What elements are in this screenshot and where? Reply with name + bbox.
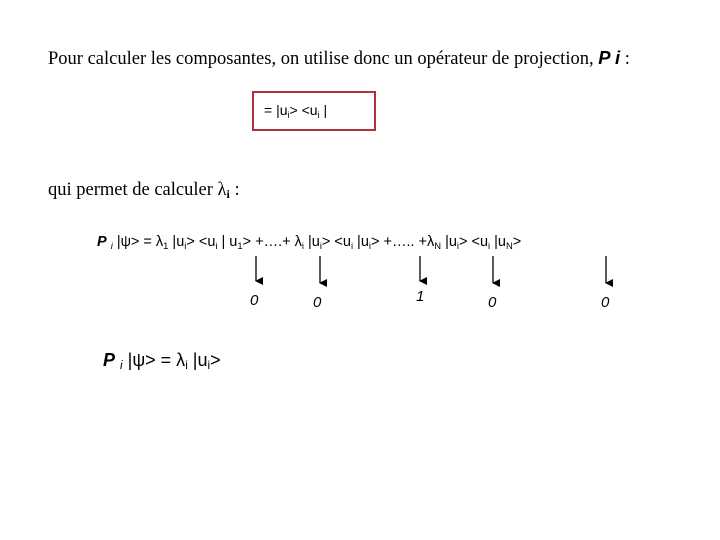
res-part: |u (187, 350, 208, 370)
pf-sub: i (317, 110, 320, 120)
intro-text: Pour calculer les composantes, on utilise donc un opérateur de projection, (48, 49, 594, 69)
operator-index: i (615, 47, 621, 68)
exp-part: > <u (459, 234, 489, 250)
res-sub: i (185, 359, 188, 372)
exp-sub: N (434, 240, 442, 251)
exp-part: |u (353, 234, 369, 250)
intro-colon: : (624, 49, 630, 69)
pf-part: | (319, 102, 328, 118)
exp-part: |ψ> = λ (112, 234, 164, 250)
exp-sub: i (319, 240, 322, 251)
exp-sub: i (215, 240, 218, 251)
res-part: > (210, 350, 221, 370)
exp-part: |u (490, 234, 506, 250)
exp-part: | u (217, 234, 238, 250)
exp-sub: i (184, 240, 187, 251)
lambda-index: i (226, 187, 230, 201)
coefficient-value: 0 (488, 294, 497, 311)
exp-part: > <u (321, 234, 351, 250)
eigen-colon: : (234, 180, 240, 200)
coefficient-value: 0 (313, 294, 322, 311)
pf-part: > <u (289, 102, 318, 118)
exp-part: > (512, 234, 522, 250)
exp-part: |u (441, 234, 457, 250)
exp-sub: 1 (163, 240, 169, 251)
exp-operator-index: i (110, 240, 113, 251)
exp-part: > +….+ λ (242, 234, 302, 250)
exp-sub: i (350, 240, 354, 251)
lambda-symbol: λ (217, 180, 227, 200)
exp-sub: i (368, 240, 371, 251)
exp-sub: i (456, 240, 460, 251)
res-sub: i (207, 359, 211, 372)
coefficient-value: 0 (250, 292, 259, 309)
coefficient-value: 0 (601, 294, 610, 311)
res-operator: P (103, 350, 116, 370)
exp-sub: N (506, 240, 513, 251)
exp-sub: 1 (237, 240, 243, 251)
res-operator-index: i (120, 359, 123, 372)
exp-operator: P (97, 234, 107, 250)
exp-part: |u (303, 234, 320, 250)
pf-part: = |u (264, 102, 288, 118)
exp-part: |u (168, 234, 185, 250)
exp-sub: i (301, 240, 304, 251)
exp-part: > +….. +λ (370, 234, 435, 250)
pf-sub: i (287, 110, 290, 120)
eigen-text: qui permet de calculer (48, 180, 213, 200)
coefficient-value: 1 (416, 288, 425, 305)
projection-result (103, 350, 221, 371)
exp-sub: i (488, 240, 491, 251)
res-part: |ψ> = λ (122, 350, 186, 370)
exp-part: > <u (186, 234, 216, 250)
operator-symbol: P (598, 47, 610, 68)
